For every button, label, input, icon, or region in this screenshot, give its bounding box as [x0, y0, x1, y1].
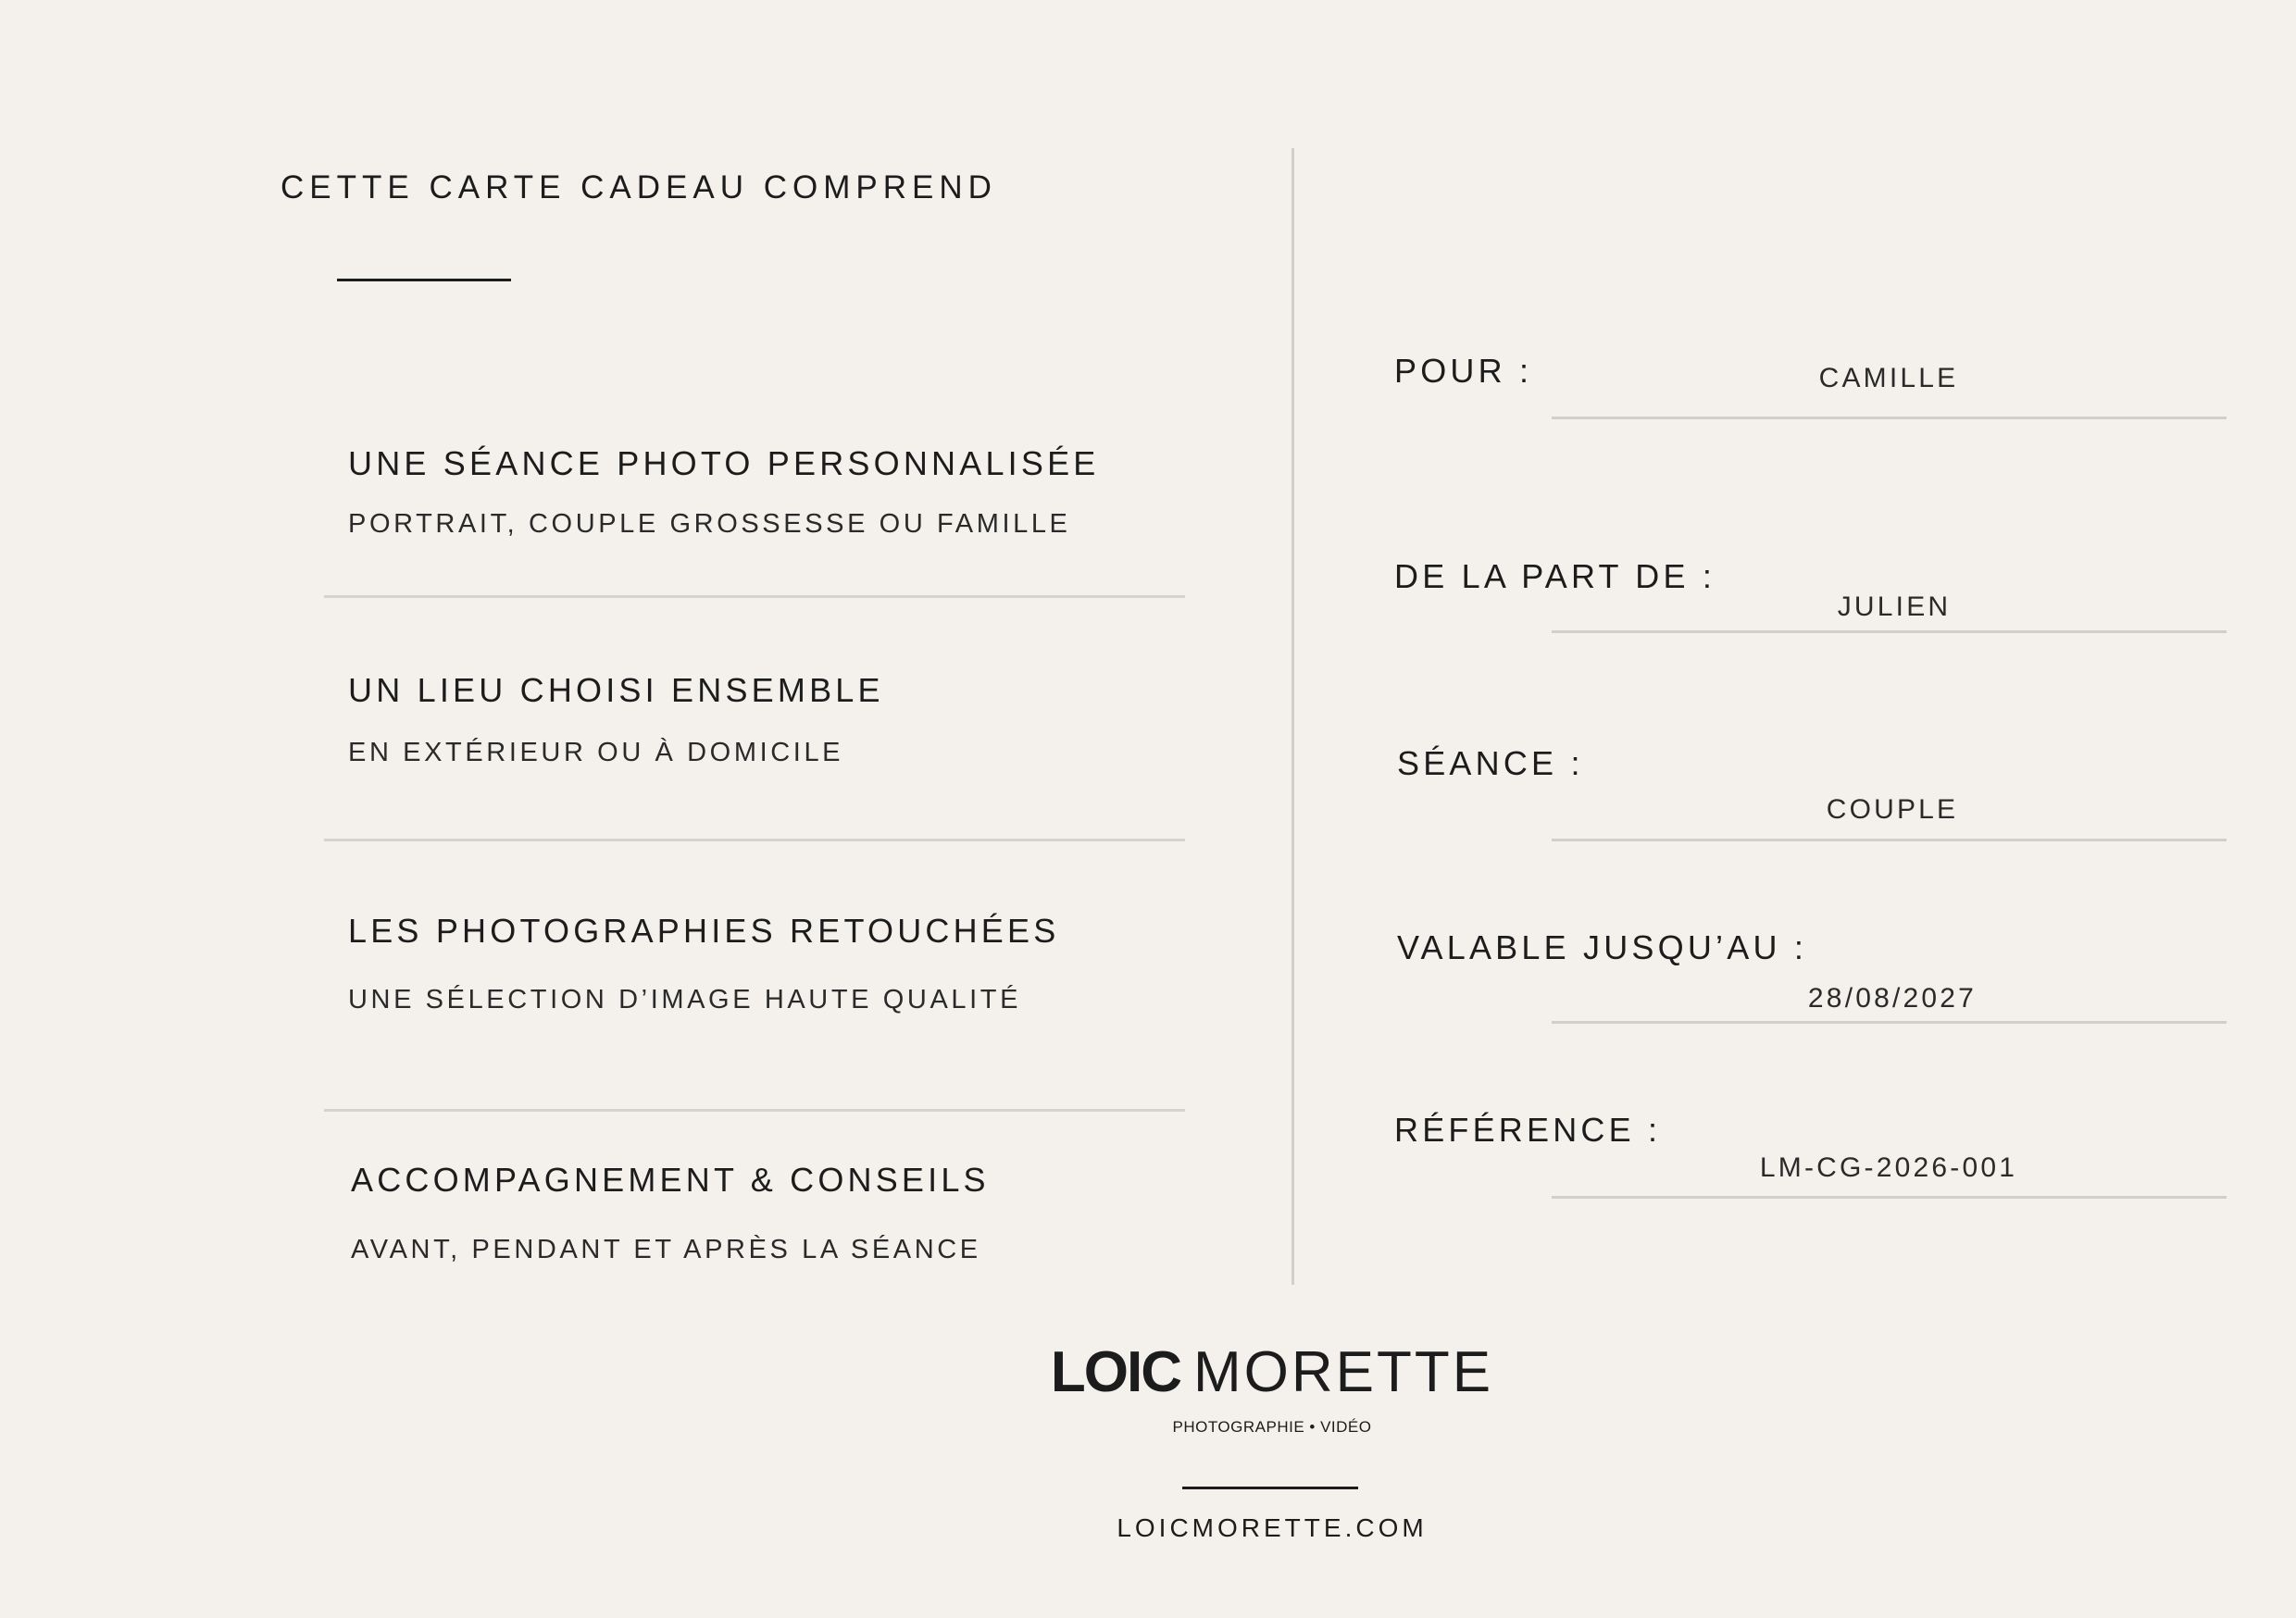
item-title-photographs: LES PHOTOGRAPHIES RETOUCHÉES	[348, 912, 1060, 950]
item-divider	[324, 839, 1185, 841]
item-subtitle-photographs: UNE SÉLECTION D’IMAGE HAUTE QUALITÉ	[348, 985, 1022, 1014]
field-value-reference: LM-CG-2026-001	[1759, 1152, 2018, 1183]
field-underline	[1552, 630, 2227, 633]
item-title-guidance: ACCOMPAGNEMENT & CONSEILS	[351, 1161, 990, 1199]
field-underline	[1552, 839, 2227, 841]
brand-logo	[1050, 1340, 1494, 1404]
item-subtitle-location: EN EXTÉRIEUR OU À DOMICILE	[348, 738, 844, 767]
brand-name-light: MORETTE	[1193, 1340, 1494, 1404]
field-value-from: JULIEN	[1837, 591, 1952, 622]
gift-card-heading: CETTE CARTE CADEAU COMPREND	[281, 169, 997, 205]
item-title-session: UNE SÉANCE PHOTO PERSONNALISÉE	[348, 444, 1100, 482]
field-label-session: SÉANCE :	[1397, 744, 1584, 782]
field-underline	[1552, 1196, 2227, 1199]
brand-name-bold: LOIC	[1050, 1340, 1180, 1404]
field-value-valid-until: 28/08/2027	[1807, 983, 1978, 1014]
footer-rule	[1182, 1487, 1358, 1489]
field-label-recipient: POUR :	[1394, 352, 1533, 390]
heading-underline	[337, 279, 511, 281]
brand-tagline: PHOTOGRAPHIE • VIDÉO	[1172, 1418, 1372, 1436]
field-label-valid-until: VALABLE JUSQU’AU :	[1397, 928, 1808, 966]
field-value-session: COUPLE	[1826, 794, 1959, 825]
item-divider	[324, 1109, 1185, 1112]
field-value-recipient: CAMILLE	[1818, 363, 1959, 393]
item-subtitle-guidance: AVANT, PENDANT ET APRÈS LA SÉANCE	[351, 1235, 981, 1264]
field-label-reference: RÉFÉRENCE :	[1394, 1111, 1662, 1149]
item-divider	[324, 595, 1185, 598]
field-underline	[1552, 417, 2227, 419]
field-underline	[1552, 1021, 2227, 1024]
column-divider	[1292, 148, 1294, 1285]
website-link[interactable]: LOICMORETTE.COM	[1117, 1513, 1428, 1542]
item-title-location: UN LIEU CHOISI ENSEMBLE	[348, 671, 884, 709]
item-subtitle-session: PORTRAIT, COUPLE GROSSESSE OU FAMILLE	[348, 509, 1071, 539]
field-label-from: DE LA PART DE :	[1394, 557, 1716, 595]
